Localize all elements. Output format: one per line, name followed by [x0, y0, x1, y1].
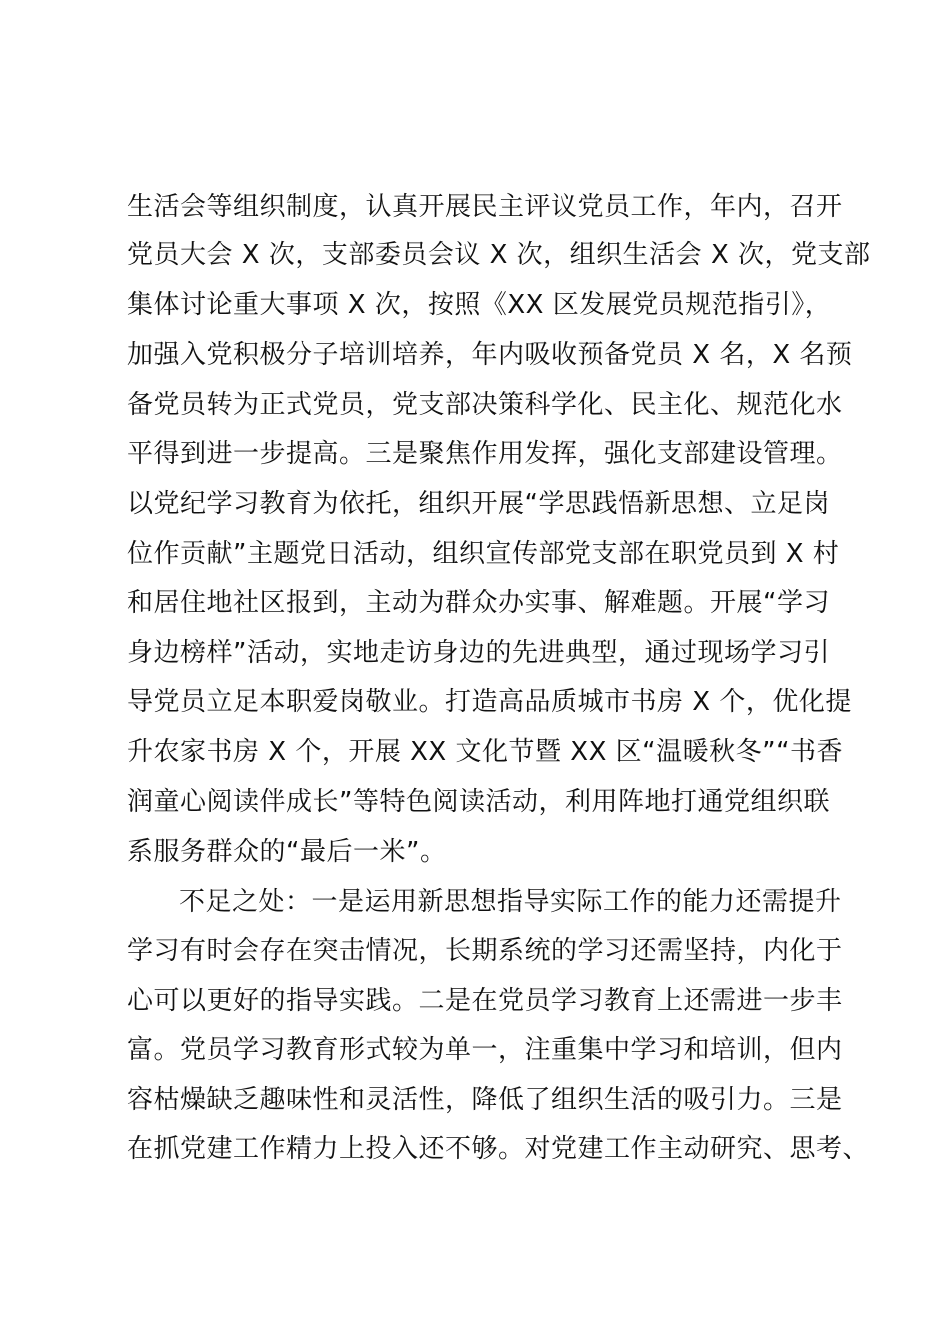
text-line: 集体讨论重大事项 X 次，按照《XX 区发展党员规范指引》，	[127, 290, 832, 320]
text-line: 富。党员学习教育形式较为单一，注重集中学习和培训，但内	[127, 1035, 843, 1065]
text-line: 加强入党积极分子培训培养，年内吸收预备党员 X 名，X 名预	[127, 340, 853, 370]
text-line: 以党纪学习教育为依托，组织开展“学思践悟新思想、立足岗	[127, 489, 830, 519]
text-line: 容枯燥缺乏趣味性和灵活性，降低了组织生活的吸引力。三是	[127, 1085, 843, 1115]
text-line: 备党员转为正式党员，党支部决策科学化、民主化、规范化水	[127, 390, 843, 420]
text-line: 党员大会 X 次，支部委员会议 X 次，组织生活会 X 次，党支部	[127, 240, 871, 270]
text-line: 和居住地社区报到，主动为群众办实事、解难题。开展“学习	[127, 588, 830, 618]
text-line: 身边榜样”活动，实地走访身边的先进典型，通过现场学习引	[127, 638, 830, 668]
text-line: 位作贡献”主题党日活动，组织宣传部党支部在职党员到 X 村	[127, 539, 840, 569]
text-line: 生活会等组织制度，认真开展民主评议党员工作，年内，召开	[127, 192, 843, 222]
text-line: 心可以更好的指导实践。二是在党员学习教育上还需进一步丰	[127, 986, 843, 1016]
text-line: 升农家书房 X 个，开展 XX 文化节暨 XX 区“温暖秋冬”“书香	[127, 737, 844, 767]
text-line: 系服务群众的“最后一米”。	[127, 837, 447, 867]
text-line: 润童心阅读伴成长”等特色阅读活动，利用阵地打通党组织联	[127, 787, 830, 817]
paragraph-first-line: 不足之处：一是运用新思想指导实际工作的能力还需提升	[179, 887, 842, 917]
text-line: 平得到进一步提高。三是聚焦作用发挥，强化支部建设管理。	[127, 439, 843, 469]
text-line: 在抓党建工作精力上投入还不够。对党建工作主动研究、思考、	[127, 1134, 870, 1164]
text-line: 导党员立足本职爱岗敬业。打造高品质城市书房 X 个，优化提	[127, 687, 852, 717]
text-line: 学习有时会存在突击情况，长期系统的学习还需坚持，内化于	[127, 936, 843, 966]
